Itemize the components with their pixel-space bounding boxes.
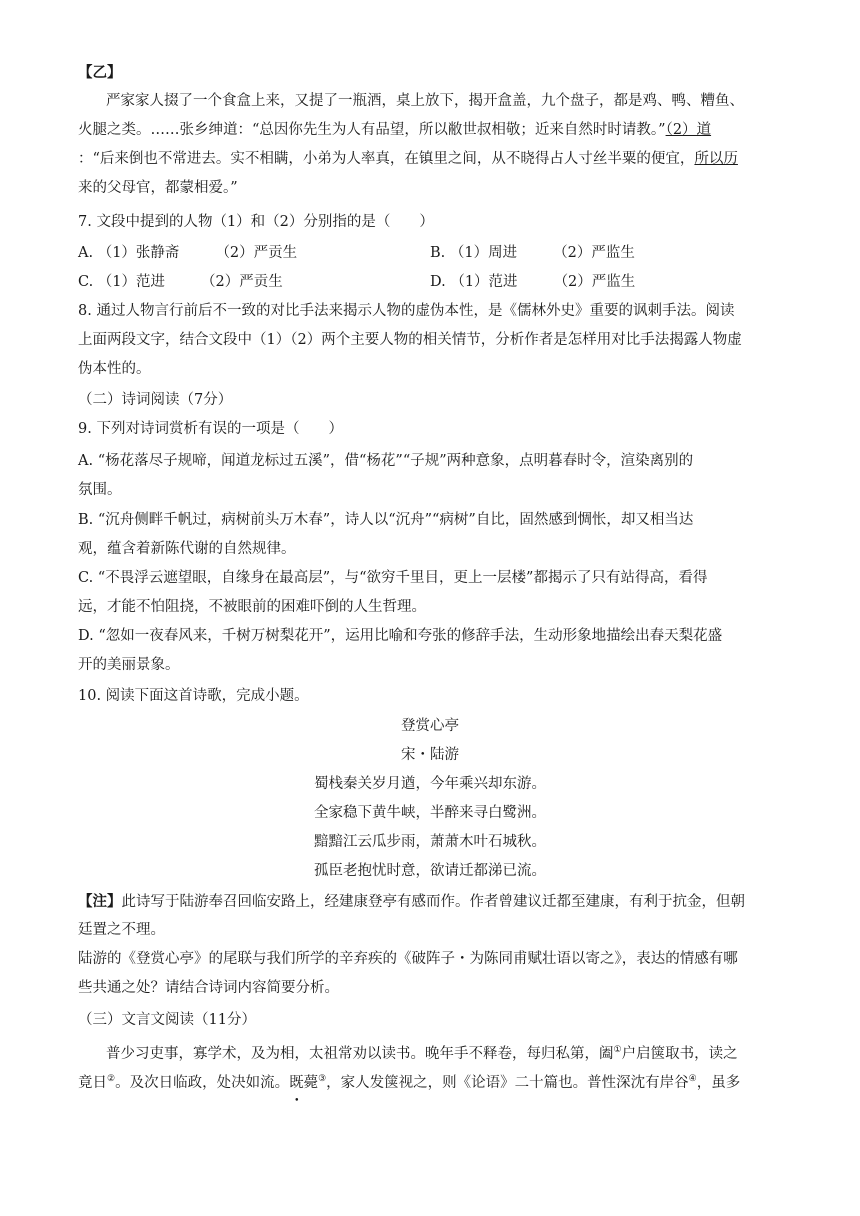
question-9-option-d-cont: 开的美丽景象。 (78, 657, 180, 673)
poem-note-cont: 廷置之不理。 (78, 922, 165, 938)
option-c[interactable]: C. （1）范进 （2）严贡生 (78, 274, 283, 290)
option-a[interactable]: A. （1）张静斋 （2）严贡生 (78, 245, 298, 261)
question-9-option-a[interactable]: A. “杨花落尽子规啼，闻道龙标过五溪”，借“杨花”“子规”两种意象，点明暮春时令，渲染离别的 (78, 453, 694, 469)
poem-note: 【注】此诗写于陆游奉召回临安路上，经建康登亭有感而作。作者曾建议迁都至建康，有利于抗金，但朝 (78, 893, 745, 910)
underlined-blank: 所以历 (694, 151, 738, 167)
section-heading: （二）诗词阅读（7分） (78, 392, 233, 408)
question-8-line: 8. 通过人物言行前后不一致的对比手法来揭示人物的虚伪本性，是《儒林外史》重要的讽刺手法。阅读 (78, 303, 735, 319)
question-9-option-b[interactable]: B. “沉舟侧畔千帆过，病树前头万木春”，诗人以“沉舟”“病树”自比，固然感到惆怅，却又相当达 (78, 512, 694, 528)
passage-b-line: 来的父母官，都蒙相爱。” (78, 180, 238, 196)
passage-b-line: 火腿之类。……张乡绅道：“总因你先生为人有品望，所以敝世叔相敬；近来自然时时请教。”（2）道 (78, 122, 712, 138)
poem-title: 登赏心亭 (401, 718, 459, 734)
poem-line: 孤臣老抱忧时意，欲请迁都涕已流。 (314, 863, 546, 879)
question-9-option-b-cont: 观，蕴含着新陈代谢的自然规律。 (78, 541, 296, 557)
poem-author: 宋・陆游 (401, 747, 459, 763)
section-heading: （三）文言文阅读（11分） (78, 1012, 256, 1028)
question-7-options-row (78, 268, 788, 297)
question-8-line: 伪本性的。 (78, 361, 151, 377)
question-9-option-c[interactable]: C. “不畏浮云遮望眼，自缘身在最高层”，与“欲穷千里目，更上一层楼”都揭示了只有站得高，看得 (78, 570, 708, 586)
option-b[interactable]: B. （1）周进 （2）严监生 (430, 245, 635, 261)
option-d[interactable]: D. （1）范进 （2）严监生 (430, 274, 636, 290)
passage-b-heading: 【乙】 (78, 64, 122, 81)
question-9-option-d[interactable]: D. “忽如一夜春风来，千树万树梨花开”，运用比喻和夸张的修辞手法，生动形象地描绘出春天梨花盛 (78, 628, 723, 644)
poem-line: 蜀栈秦关岁月遒，今年乘兴却东游。 (314, 776, 546, 792)
question-9-option-a-cont: 氛围。 (78, 482, 122, 498)
classical-text-line: 普少习吏事，寡学术，及为相，太祖常劝以读书。晚年手不释卷，每归私第，阖①户启箧取书，读之 (106, 1045, 738, 1062)
underlined-blank: （2）道 (665, 122, 712, 138)
passage-b-line: 严家家人掇了一个食盒上来，又提了一瓶酒，桌上放下，揭开盒盖，九个盘子，都是鸡、鸭、糟鱼、 (106, 93, 744, 109)
question-10-ask-cont: 些共通之处？请结合诗词内容简要分析。 (78, 980, 339, 996)
question-10-ask: 陆游的《登赏心亭》的尾联与我们所学的辛弃疾的《破阵子・为陈同甫赋壮语以寄之》，表达的情感有哪 (78, 951, 738, 967)
question-7-stem: 7. 文段中提到的人物（1）和（2）分别指的是（ ） (78, 214, 434, 230)
poem-line: 黯黯江云瓜步雨，萧萧木叶石城秋。 (314, 834, 546, 850)
poem-line: 全家稳下黄牛峡，半醉来寻白鹭洲。 (314, 805, 546, 821)
question-9-option-c-cont: 远，才能不怕阻挠，不被眼前的困难吓倒的人生哲理。 (78, 599, 426, 615)
passage-b-line: ：“后来倒也不常进去。实不相瞒，小弟为人率真，在镇里之间，从不晓得占人寸丝半粟的便宜，所以历 (78, 151, 738, 167)
emphasis-dot-char: 既 (289, 1074, 304, 1091)
classical-text-line: 竟日②。及次日临政，处决如流。既薨③，家人发箧视之，则《论语》二十篇也。普性深沈有岸谷④，虽多 (78, 1074, 741, 1091)
question-8-line: 上面两段文字，结合文段中（1）（2）两个主要人物的相关情节，分析作者是怎样用对比手法揭露人物虚 (78, 332, 742, 348)
question-7-options-row (78, 239, 788, 268)
question-9-stem: 9. 下列对诗词赏析有误的一项是（ ） (78, 421, 343, 437)
question-10-stem: 10. 阅读下面这首诗歌，完成小题。 (78, 688, 309, 704)
